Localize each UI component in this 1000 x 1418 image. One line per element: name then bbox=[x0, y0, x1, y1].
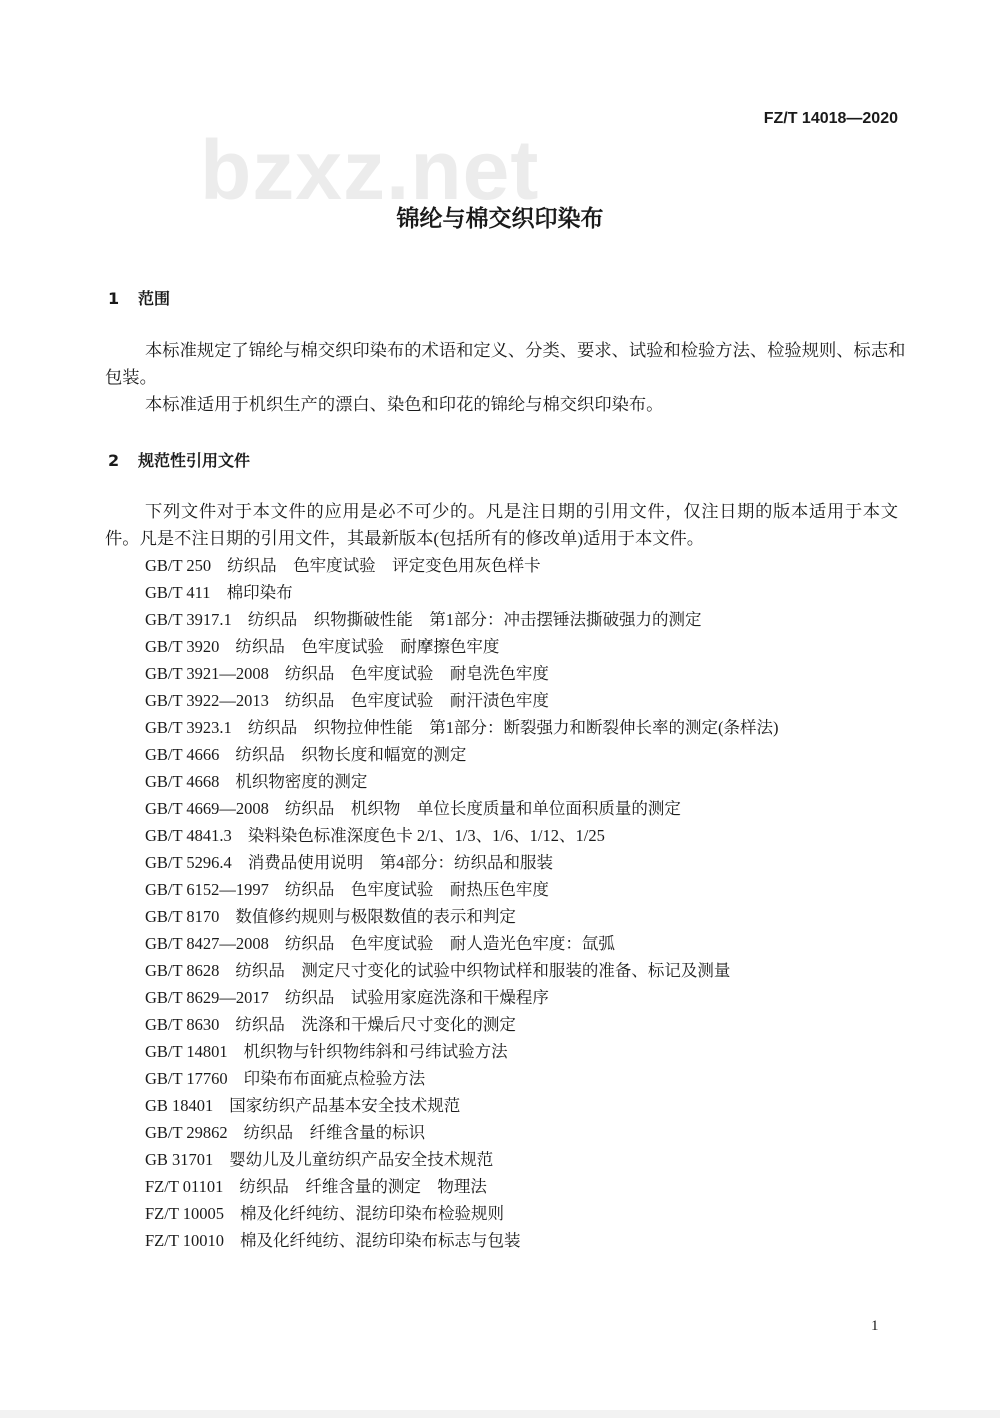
reference-item bbox=[145, 1227, 521, 1254]
reference-code: GB/T 250 bbox=[145, 556, 212, 575]
reference-code: GB/T 14801 bbox=[145, 1042, 228, 1061]
reference-item bbox=[145, 849, 553, 876]
reference-item bbox=[145, 1173, 487, 1200]
document-title: 锦纶与棉交织印染布 bbox=[396, 206, 604, 232]
paragraph-line: 本标准规定了锦纶与棉交织印染布的术语和定义、分类、要求、试验和检验方法、检验规则、标志和 bbox=[145, 341, 906, 360]
paragraph-line: 下列文件对于本文件的应用是必不可少的。凡是注日期的引用文件，仅注日期的版本适用于本文 bbox=[145, 502, 898, 521]
standard-code: FZ/T 14018—2020 bbox=[763, 110, 898, 127]
reference-title: 印染布布面疵点检验方法 bbox=[243, 1069, 426, 1088]
reference-title: 数值修约规则与极限数值的表示和判定 bbox=[235, 907, 516, 926]
reference-title: 纺织品 色牢度试验 耐摩擦色牢度 bbox=[235, 637, 500, 656]
reference-title: 棉及化纤纯纺、混纺印染布标志与包装 bbox=[240, 1231, 521, 1250]
reference-code: GB/T 5296.4 bbox=[145, 853, 232, 872]
reference-code: GB/T 4668 bbox=[145, 772, 220, 791]
reference-item bbox=[145, 1011, 516, 1038]
section-number: 2 bbox=[108, 451, 120, 470]
reference-title: 纺织品 色牢度试验 评定变色用灰色样卡 bbox=[227, 556, 541, 575]
reference-title: 纺织品 色牢度试验 耐热压色牢度 bbox=[284, 880, 549, 899]
reference-title: 染料染色标准深度色卡 2/1、1/3、1/6、1/12、1/25 bbox=[247, 826, 605, 845]
reference-code: GB/T 3923.1 bbox=[145, 718, 232, 737]
reference-code: GB 18401 bbox=[145, 1096, 214, 1115]
reference-code: GB/T 8170 bbox=[145, 907, 220, 926]
page-bottom-edge bbox=[0, 1410, 1000, 1418]
reference-item bbox=[145, 903, 516, 930]
reference-item bbox=[145, 822, 605, 849]
reference-code: FZ/T 01101 bbox=[145, 1177, 224, 1196]
reference-code: GB/T 3921—2008 bbox=[145, 664, 269, 683]
reference-item bbox=[145, 1146, 493, 1173]
reference-title: 消费品使用说明 第4部分：纺织品和服装 bbox=[247, 853, 554, 872]
reference-code: GB/T 8628 bbox=[145, 961, 220, 980]
reference-code: GB 31701 bbox=[145, 1150, 214, 1169]
reference-item bbox=[145, 579, 293, 606]
reference-item bbox=[145, 687, 549, 714]
reference-item bbox=[145, 1200, 504, 1227]
reference-code: GB/T 8629—2017 bbox=[145, 988, 269, 1007]
reference-item bbox=[145, 930, 615, 957]
reference-code: GB/T 17760 bbox=[145, 1069, 228, 1088]
reference-code: FZ/T 10010 bbox=[145, 1231, 224, 1250]
paragraph-line: 本标准适用于机织生产的漂白、染色和印花的锦纶与棉交织印染布。 bbox=[145, 395, 664, 414]
reference-code: GB/T 29862 bbox=[145, 1123, 228, 1142]
reference-title: 国家纺织产品基本安全技术规范 bbox=[229, 1096, 461, 1115]
reference-title: 机织物密度的测定 bbox=[235, 772, 368, 791]
section-title: 规范性引用文件 bbox=[138, 451, 251, 470]
reference-title: 纺织品 测定尺寸变化的试验中织物试样和服装的准备、标记及测量 bbox=[235, 961, 731, 980]
reference-title: 纺织品 织物长度和幅宽的测定 bbox=[235, 745, 467, 764]
reference-title: 纺织品 织物拉伸性能 第1部分：断裂强力和断裂伸长率的测定(条样法) bbox=[247, 718, 779, 737]
reference-code: FZ/T 10005 bbox=[145, 1204, 224, 1223]
reference-title: 纺织品 纤维含量的标识 bbox=[243, 1123, 426, 1142]
reference-title: 纺织品 洗涤和干燥后尺寸变化的测定 bbox=[235, 1015, 516, 1034]
reference-item bbox=[145, 660, 549, 687]
reference-title: 纺织品 机织物 单位长度质量和单位面积质量的测定 bbox=[284, 799, 681, 818]
reference-code: GB/T 8427—2008 bbox=[145, 934, 269, 953]
reference-item bbox=[145, 606, 702, 633]
reference-title: 纺织品 纤维含量的测定 物理法 bbox=[239, 1177, 487, 1196]
reference-item bbox=[145, 741, 466, 768]
reference-item bbox=[145, 795, 681, 822]
reference-code: GB/T 6152—1997 bbox=[145, 880, 269, 899]
watermark: bzxz.net bbox=[200, 123, 540, 217]
reference-title: 纺织品 色牢度试验 耐皂洗色牢度 bbox=[284, 664, 549, 683]
reference-item bbox=[145, 957, 730, 984]
paragraph-line: 件。凡是不注日期的引用文件，其最新版本(包括所有的修改单)适用于本文件。 bbox=[105, 529, 705, 548]
reference-code: GB/T 4666 bbox=[145, 745, 220, 764]
reference-item bbox=[145, 1065, 425, 1092]
reference-item bbox=[145, 768, 367, 795]
reference-item bbox=[145, 714, 779, 741]
reference-item bbox=[145, 1092, 460, 1119]
reference-code: GB/T 3917.1 bbox=[145, 610, 232, 629]
section-heading-scope bbox=[108, 286, 170, 309]
reference-title: 机织物与针织物纬斜和弓纬试验方法 bbox=[243, 1042, 508, 1061]
reference-item bbox=[145, 633, 499, 660]
reference-item bbox=[145, 984, 549, 1011]
reference-title: 纺织品 试验用家庭洗涤和干燥程序 bbox=[284, 988, 549, 1007]
reference-title: 纺织品 色牢度试验 耐人造光色牢度：氙弧 bbox=[284, 934, 615, 953]
reference-code: GB/T 3920 bbox=[145, 637, 220, 656]
reference-title: 纺织品 色牢度试验 耐汗渍色牢度 bbox=[284, 691, 549, 710]
reference-item bbox=[145, 1119, 425, 1146]
reference-title: 棉印染布 bbox=[226, 583, 293, 602]
section-number: 1 bbox=[108, 289, 120, 308]
section-heading-normative-references bbox=[108, 448, 250, 471]
reference-code: GB/T 3922—2013 bbox=[145, 691, 269, 710]
reference-item bbox=[145, 1038, 508, 1065]
reference-title: 纺织品 织物撕破性能 第1部分：冲击摆锤法撕破强力的测定 bbox=[247, 610, 702, 629]
paragraph-line: 包装。 bbox=[105, 368, 157, 387]
reference-title: 棉及化纤纯纺、混纺印染布检验规则 bbox=[240, 1204, 504, 1223]
reference-code: GB/T 8630 bbox=[145, 1015, 220, 1034]
reference-item bbox=[145, 552, 541, 579]
reference-code: GB/T 4841.3 bbox=[145, 826, 232, 845]
reference-title: 婴幼儿及儿童纺织产品安全技术规范 bbox=[229, 1150, 494, 1169]
reference-item bbox=[145, 876, 549, 903]
reference-code: GB/T 4669—2008 bbox=[145, 799, 269, 818]
page-number: 1 bbox=[871, 1318, 879, 1334]
section-title: 范围 bbox=[138, 289, 171, 308]
reference-code: GB/T 411 bbox=[145, 583, 211, 602]
